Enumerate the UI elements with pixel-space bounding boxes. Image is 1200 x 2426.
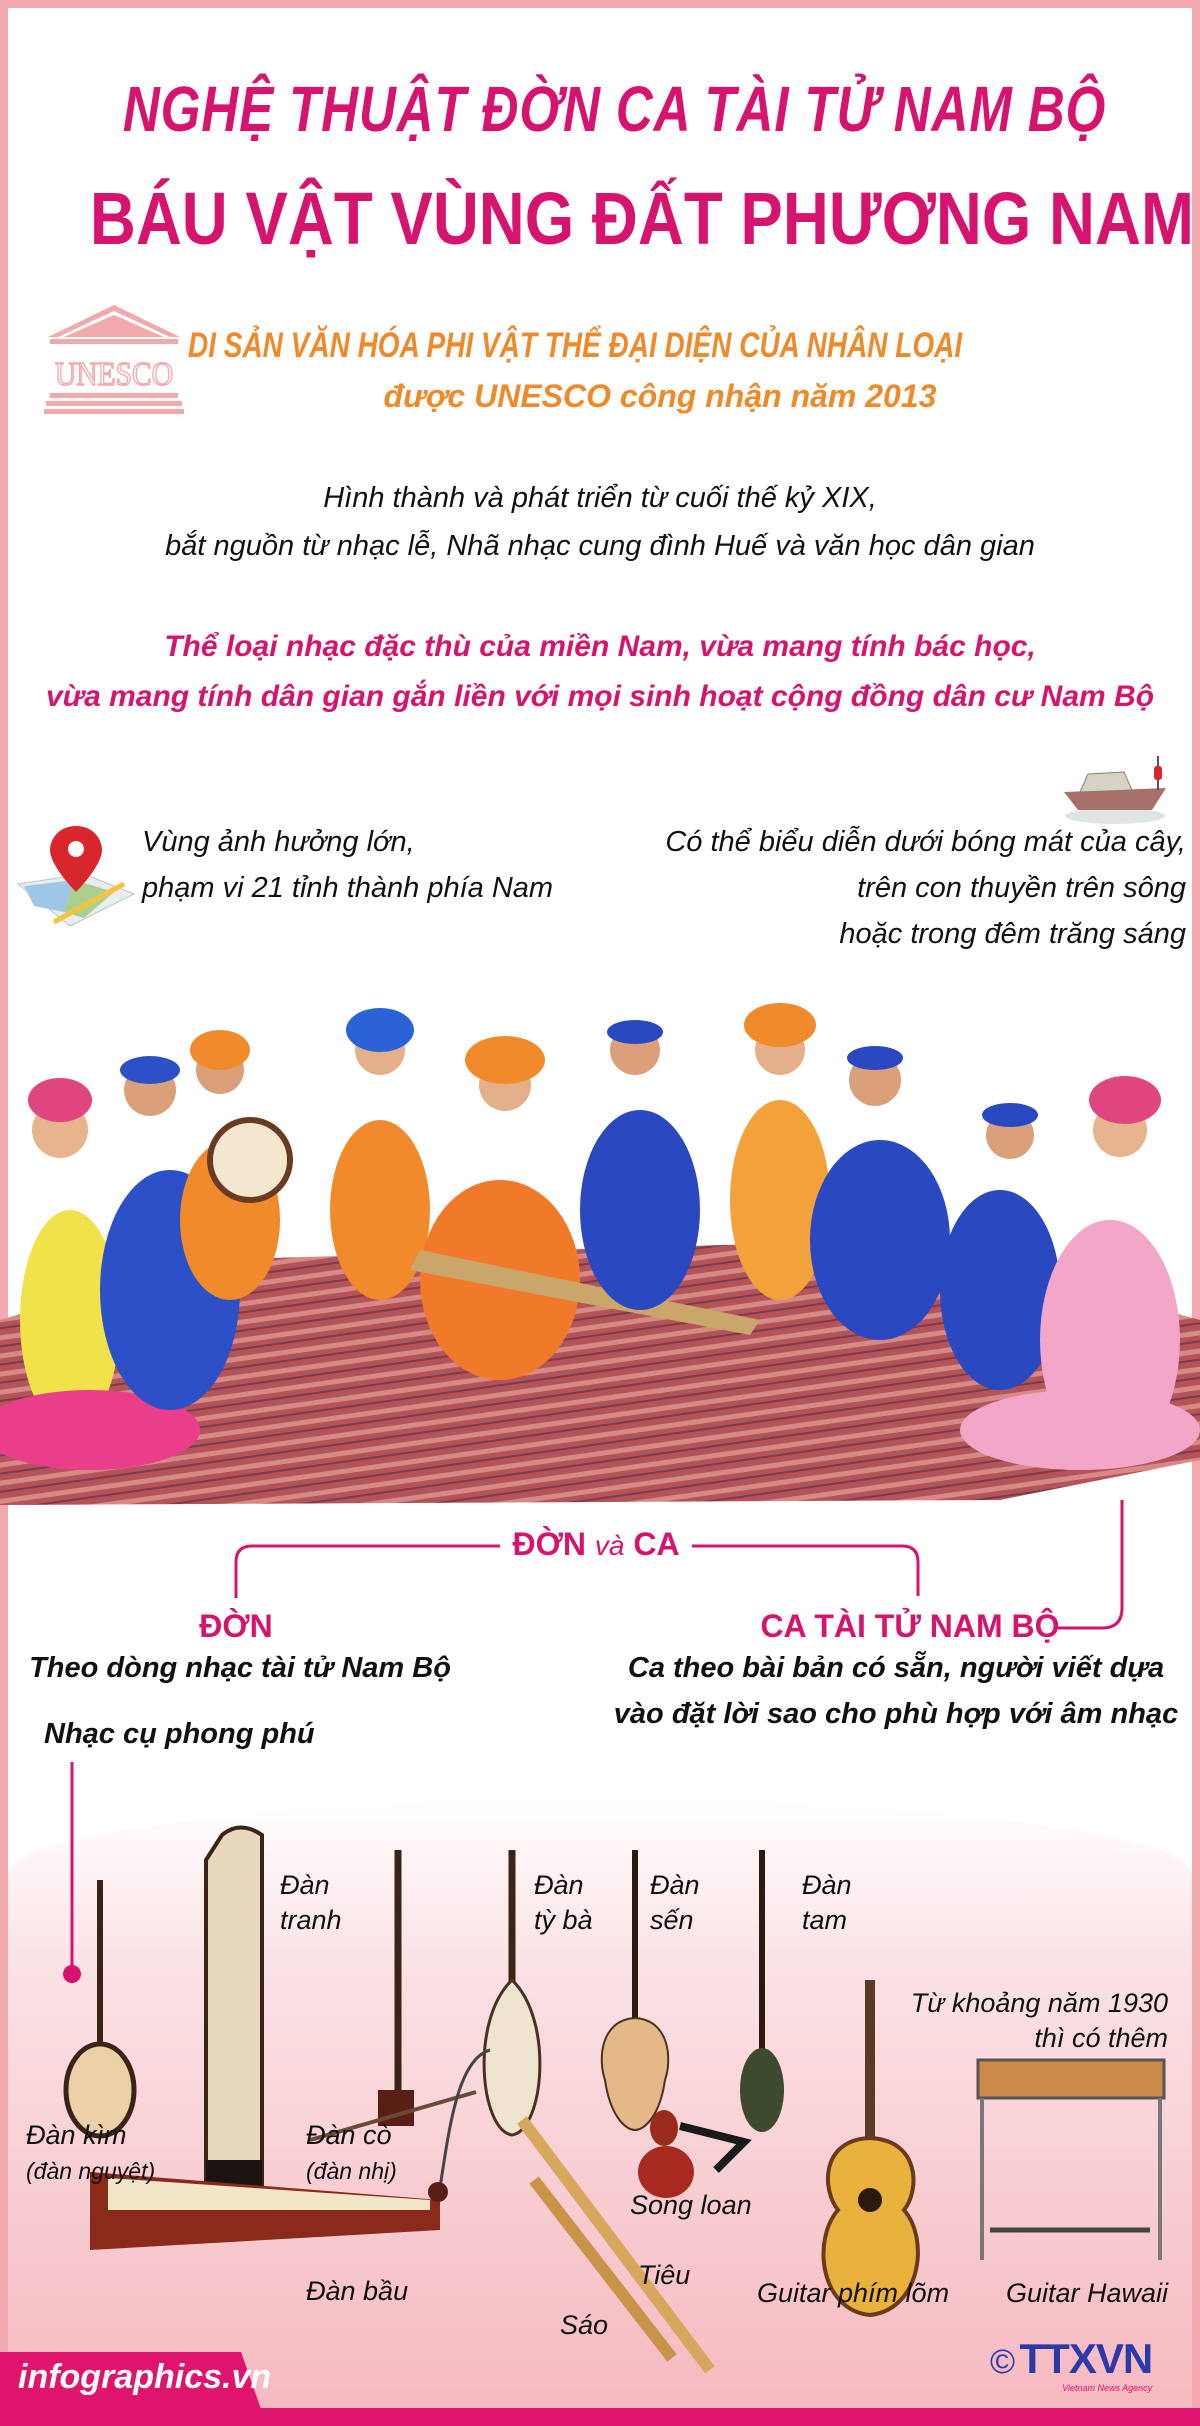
label-1930-note	[911, 1986, 1168, 2056]
label-guitar-hawaii: Guitar Hawaii	[1006, 2278, 1169, 2308]
label-dan-co	[306, 2118, 397, 2188]
performance-line-1: Có thể biểu diễn dưới bóng mát của cây,	[665, 826, 1186, 858]
note-line-1: Từ khoảng năm 1930	[910, 1988, 1168, 2018]
boat-icon	[1060, 752, 1170, 828]
unesco-heritage-title-text: DI SẢN VĂN HÓA PHI VẬT THỂ ĐẠI DIỆN CỦA NHÂN LOẠI	[188, 326, 963, 365]
note-line-2: thì có thêm	[1034, 2023, 1168, 2054]
don-title: ĐỜN	[199, 1608, 273, 1644]
dan-tam-name-1: Đàn	[802, 1870, 852, 1900]
bottom-bar	[0, 2408, 1200, 2426]
genre-line-1: Thể loại nhạc đặc thù của miền Nam, vừa mang tính bác học,	[164, 630, 1036, 663]
origin-line-1: Hình thành và phát triển từ cuối thế kỷ XIX,	[323, 482, 877, 514]
genre-line-2: vừa mang tính dân gian gắn liền với mọi sinh hoạt cộng đồng dân cư Nam Bộ	[45, 680, 1155, 713]
label-guitar-phim-lom: Guitar phím lõm	[757, 2278, 950, 2308]
ca-description-line-2: vào đặt lời sao cho phù hợp với âm nhạc	[613, 1698, 1179, 1730]
agency-subtitle: Vietnam News Agency	[1062, 2383, 1153, 2394]
label-dan-tranh	[280, 1868, 342, 1938]
influence-line-2: phạm vi 21 tỉnh thành phía Nam	[142, 872, 554, 904]
site-link[interactable]: infographics.vn	[18, 2358, 272, 2396]
dan-kim-name: Đàn kìm	[26, 2120, 127, 2150]
performers-photo	[0, 990, 1200, 1510]
title-line-2	[0, 176, 1200, 261]
unesco-recognition-year: được UNESCO công nhận năm 2013	[383, 378, 937, 414]
don-description: Theo dòng nhạc tài tử Nam Bộ	[29, 1652, 451, 1684]
dan-tranh-name-2: tranh	[280, 1905, 342, 1936]
don-va-ca-heading	[500, 1526, 692, 1563]
label-dan-bau: Đàn bầu	[306, 2276, 409, 2306]
influence-line-1: Vùng ảnh hưởng lớn,	[142, 826, 415, 858]
guitar-phim-lom-image	[824, 1980, 918, 2315]
dan-kim-image	[66, 1880, 134, 2136]
unesco-logo-text: UNESCO	[55, 356, 173, 393]
dan-ty-ba-name-1: Đàn	[534, 1870, 584, 1900]
map-pin-icon	[14, 822, 138, 932]
title-line-1	[0, 72, 1200, 146]
dan-tranh-name-1: Đàn	[280, 1870, 330, 1900]
copyright-icon: ©	[990, 2343, 1016, 2381]
unesco-heritage-title	[188, 326, 1156, 366]
agency-logo-text: TTXVN	[1019, 2335, 1153, 2382]
label-sao: Sáo	[560, 2310, 609, 2340]
dan-kim-alt-name: (đàn nguyệt)	[26, 2158, 156, 2185]
label-dan-sen	[650, 1868, 700, 1938]
origin-line-2: bắt nguồn từ nhạc lễ, Nhã nhạc cung đình Huế và văn học dân gian	[165, 530, 1035, 562]
label-dan-kim	[26, 2118, 155, 2188]
label-dan-tam	[802, 1868, 852, 1938]
don-label: ĐỜN	[512, 1526, 586, 1562]
song-loan-image	[638, 2110, 744, 2198]
dan-sen-name-2: sến	[650, 1905, 694, 1936]
performance-line-3: hoặc trong đêm trăng sáng	[839, 918, 1186, 950]
performance-line-2: trên con thuyền trên sông	[857, 872, 1186, 904]
dan-tam-image	[740, 1850, 784, 2132]
dan-ty-ba-name-2: tỳ bà	[534, 1905, 593, 1936]
title-line-2-text: BÁU VẬT VÙNG ĐẤT PHƯƠNG NAM	[89, 177, 1194, 260]
dan-sen-name-1: Đàn	[650, 1870, 700, 1900]
dan-tam-name-2: tam	[802, 1905, 848, 1936]
instruments-heading: Nhạc cụ phong phú	[44, 1718, 315, 1750]
dan-co-alt-name: (đàn nhị)	[306, 2158, 397, 2185]
ttxvn-logo	[990, 2336, 1152, 2394]
and-label: và	[594, 1530, 625, 1561]
dan-ty-ba-image	[484, 1850, 540, 2135]
title-line-1-text: NGHỆ THUẬT ĐỜN CA TÀI TỬ NAM BỘ	[122, 73, 1107, 145]
label-song-loan: Song loan	[630, 2190, 752, 2220]
dan-co-name: Đàn cò	[306, 2120, 392, 2150]
ca-description-line-1: Ca theo bài bản có sẵn, người viết dựa	[627, 1652, 1165, 1684]
connector-dot	[63, 1965, 81, 1983]
ca-tai-tu-title: CA TÀI TỬ NAM BỘ	[760, 1608, 1060, 1644]
label-dan-ty-ba	[534, 1868, 593, 1938]
guitar-hawaii-image	[978, 2060, 1164, 2260]
ca-label: CA	[633, 1526, 680, 1562]
dan-tranh-image	[206, 1828, 262, 2191]
label-tieu: Tiêu	[638, 2260, 691, 2290]
